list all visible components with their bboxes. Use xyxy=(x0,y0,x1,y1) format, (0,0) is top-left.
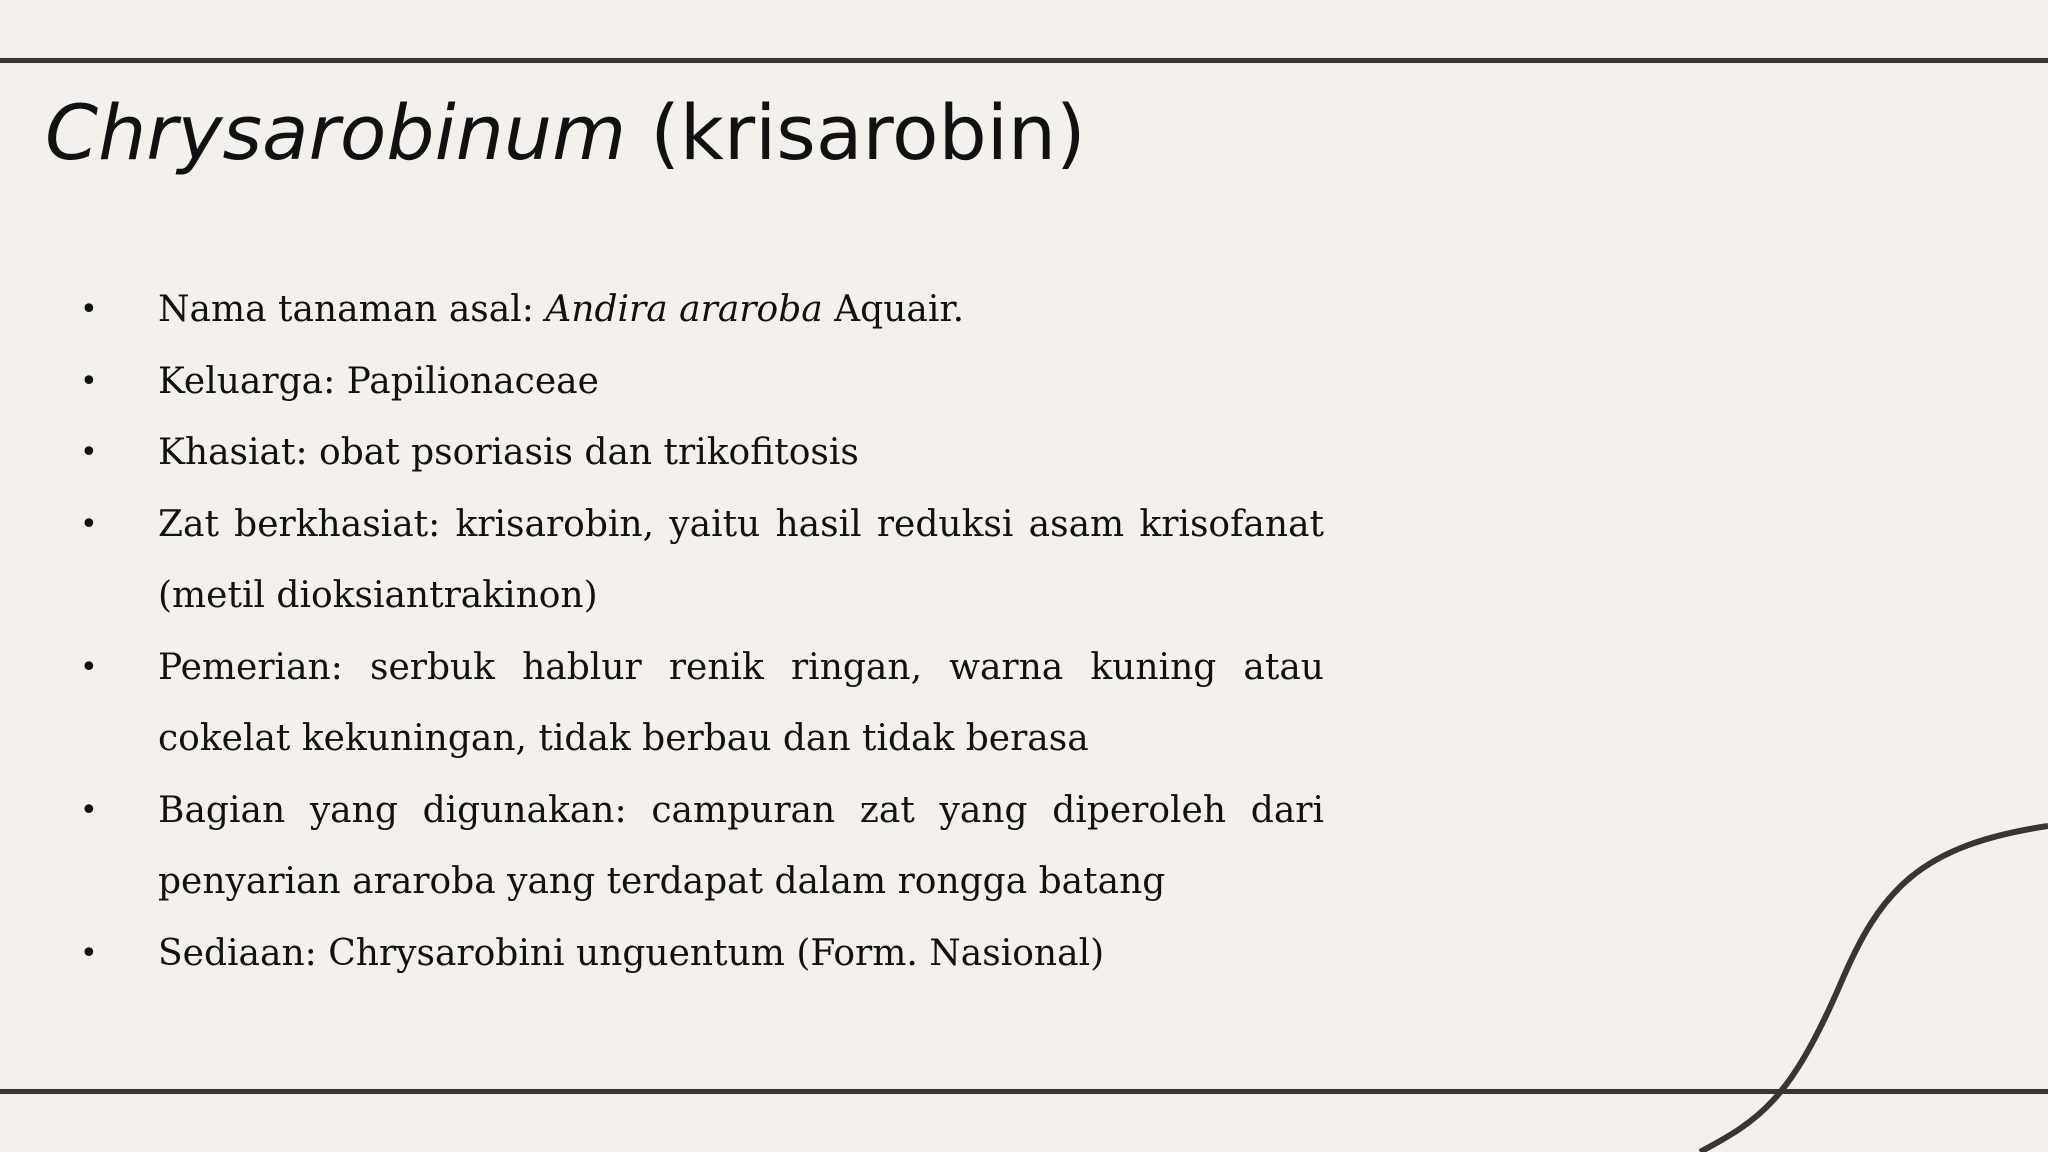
bullet-icon: • xyxy=(80,649,98,685)
bullet-item-description xyxy=(80,632,1324,775)
bullet-icon: • xyxy=(80,435,98,470)
bullet-icon: • xyxy=(80,935,98,971)
title-italic-part: Chrysarobinum xyxy=(45,88,627,177)
bullet-text-before: Nama tanaman asal: xyxy=(158,289,546,330)
bullet-item-family xyxy=(80,346,1324,418)
title-rest: (krisarobin) xyxy=(626,88,1086,177)
bullet-item-plant-origin xyxy=(80,274,1324,346)
bullet-icon: • xyxy=(80,363,98,399)
bullet-item-part-used xyxy=(80,775,1324,918)
bullet-icon: • xyxy=(80,292,98,327)
bullet-icon: • xyxy=(80,792,98,828)
slide-title xyxy=(45,78,1086,188)
bullet-item-active-substance xyxy=(80,489,1324,632)
bullet-item-efficacy xyxy=(80,417,1324,489)
bullet-text: Pemerian: serbuk hablur renik ringan, warna kuning atau cokelat kekuningan, tidak berbau dan tidak berasa xyxy=(158,646,1324,759)
top-divider-line xyxy=(0,58,2048,63)
bullet-text: Keluarga: Papilionaceae xyxy=(158,360,599,402)
bullet-text: Zat berkhasiat: krisarobin, yaitu hasil reduksi asam krisofanat (metil dioksiantrakinon) xyxy=(158,503,1324,616)
bottom-divider-line xyxy=(0,1089,2048,1094)
bullet-text-italic: Andira araroba xyxy=(545,289,823,330)
bullet-text: Khasiat: obat psoriasis dan trikofitosis xyxy=(158,432,859,473)
bullet-icon: • xyxy=(80,506,98,542)
bullet-text: Bagian yang digunakan: campuran zat yang diperoleh dari penyarian araroba yang terdapat dalam rongga batang xyxy=(158,789,1324,902)
bullet-text-after: Aquair. xyxy=(822,289,965,330)
bullet-item-preparation xyxy=(80,918,1324,990)
bullet-list xyxy=(80,274,1324,989)
bullet-text: Sediaan: Chrysarobini unguentum (Form. Nasional) xyxy=(158,932,1105,974)
